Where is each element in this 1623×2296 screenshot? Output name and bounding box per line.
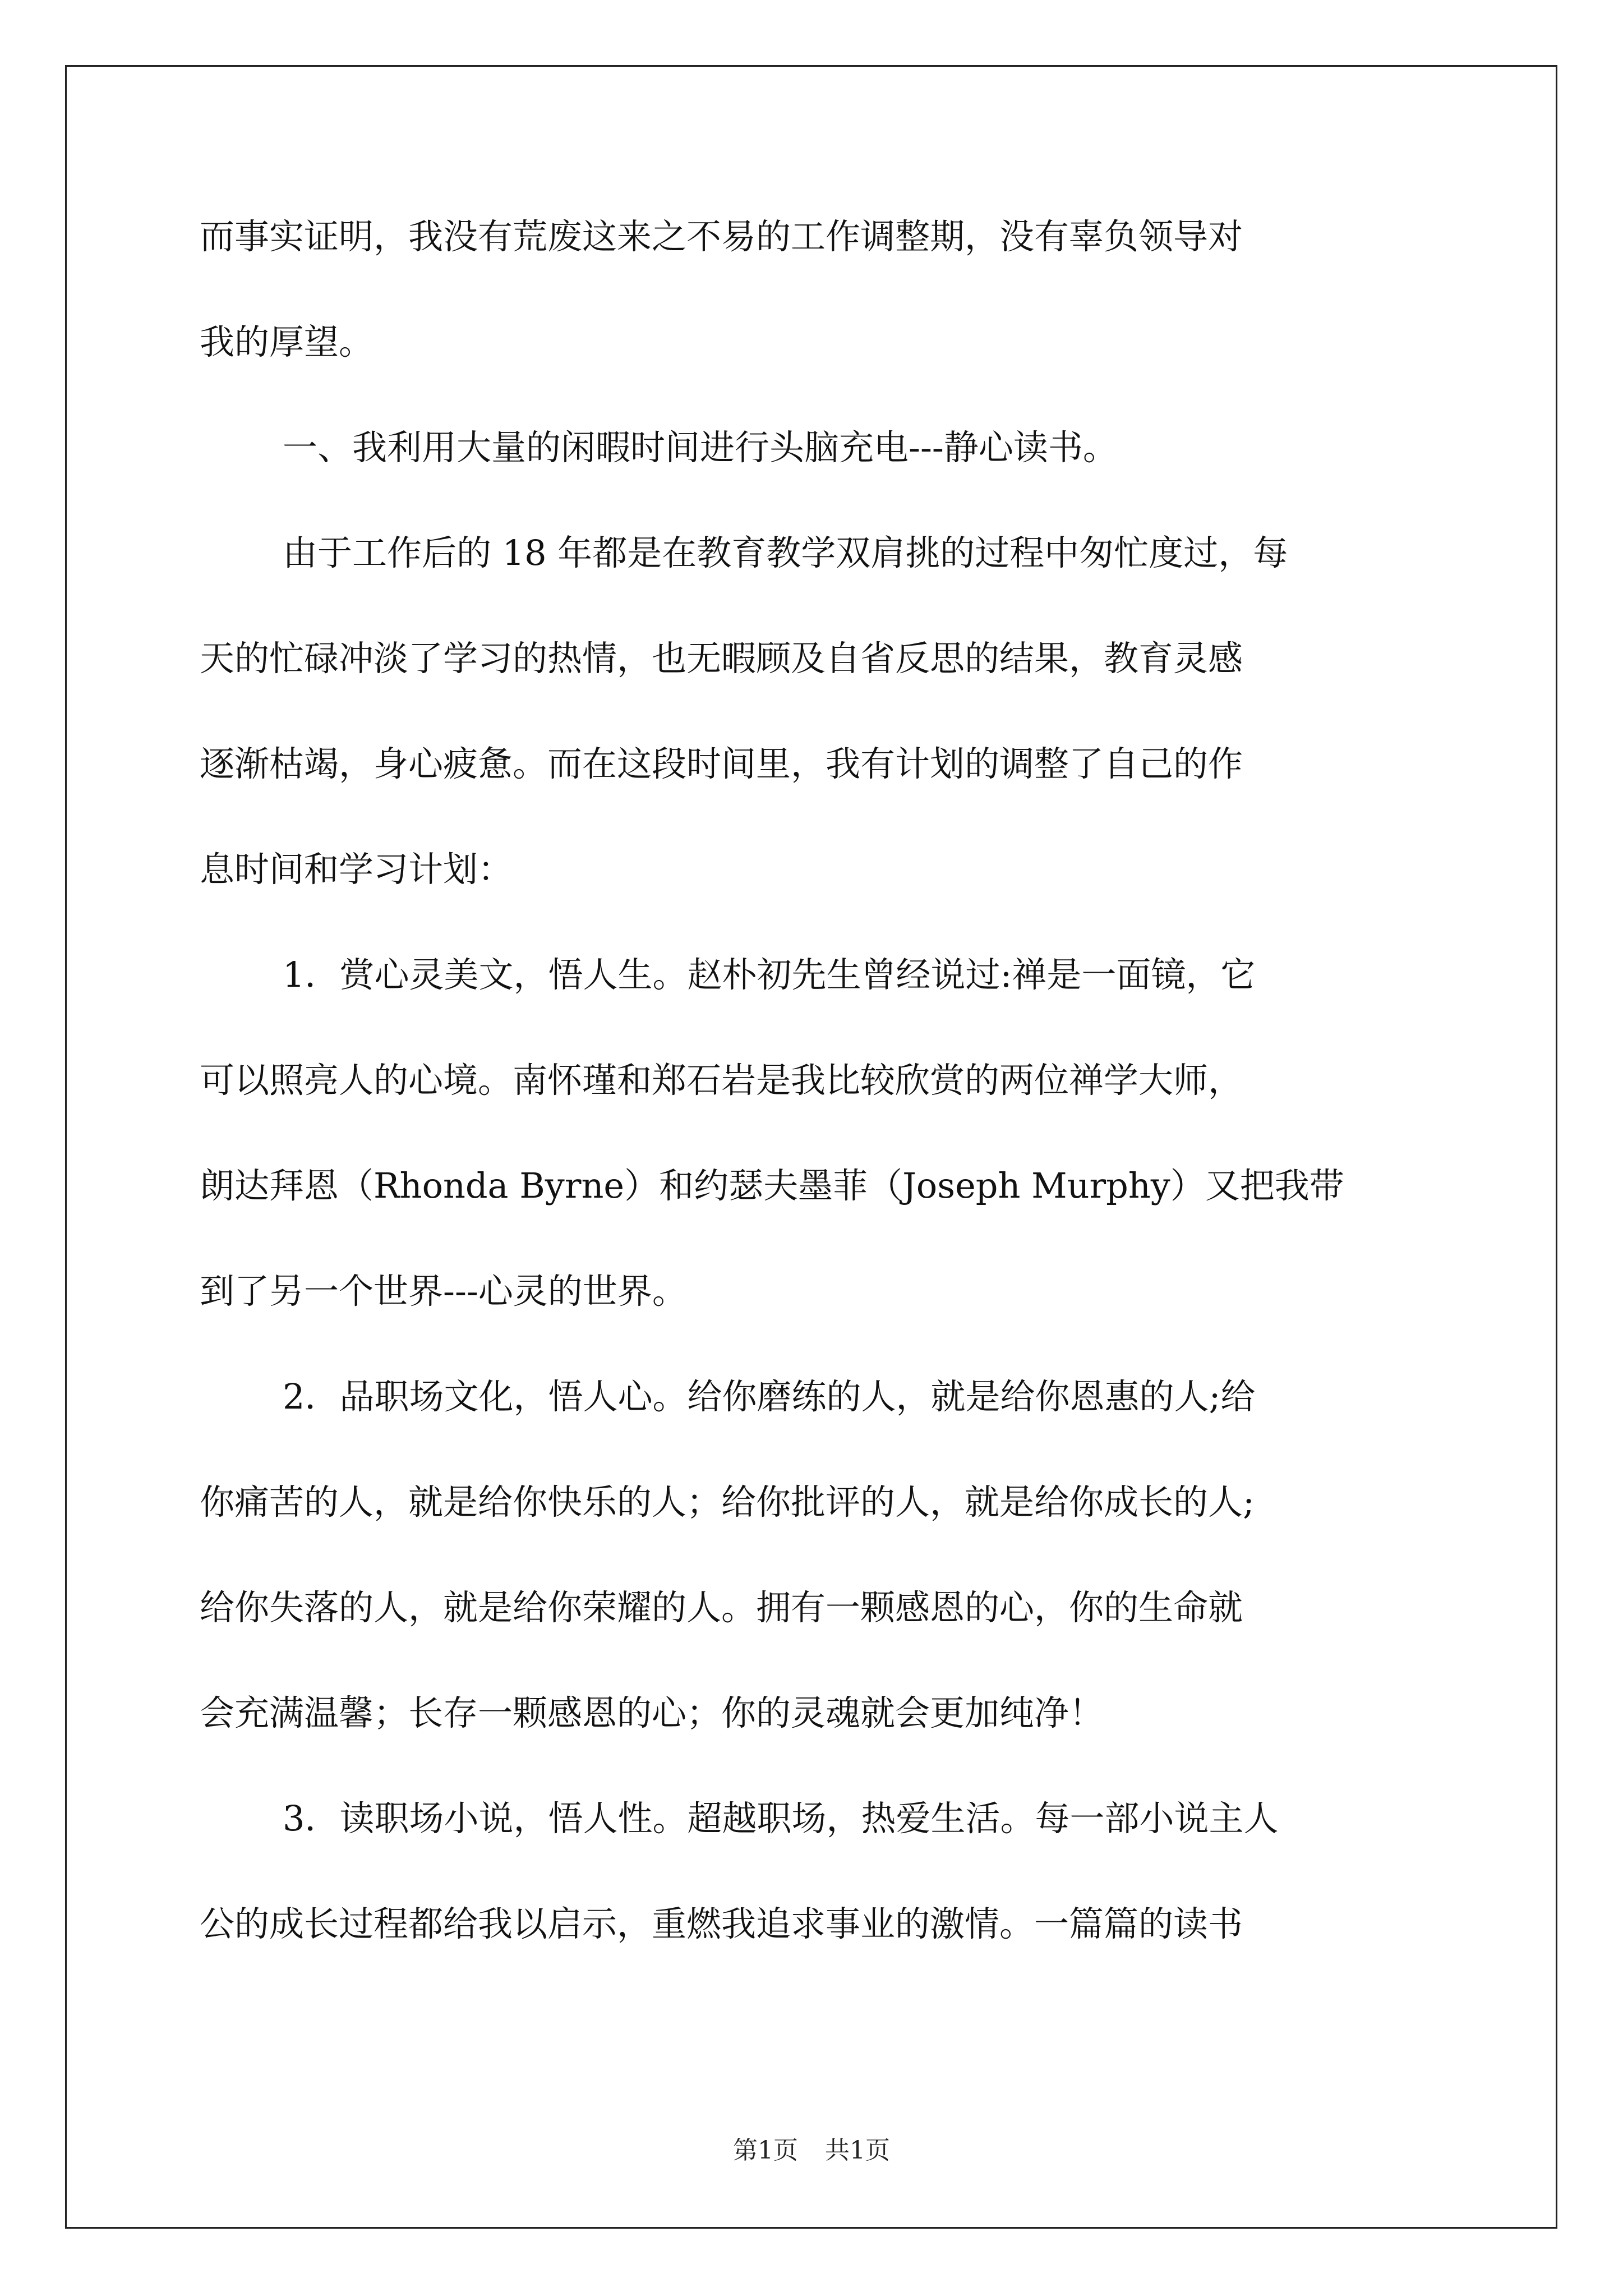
page-footer: [0, 2135, 1623, 2166]
text-line: 1．赏心灵美文，悟人生。赵朴初先生曾经说过:禅是一面镜，它: [283, 954, 1256, 995]
text-line: 息时间和学习计划：: [200, 849, 513, 890]
text-line: 我的厚望。: [200, 321, 374, 362]
text-line: 给你失落的人，就是给你荣耀的人。拥有一颗感恩的心，你的生命就: [200, 1587, 1243, 1628]
text-line: 而事实证明，我没有荒废这来之不易的工作调整期，没有辜负领导对: [200, 216, 1243, 257]
section-heading: 一、我利用大量的闲暇时间进行头脑充电---静心读书。: [283, 427, 1118, 468]
text-line: 公的成长过程都给我以启示，重燃我追求事业的激情。一篇篇的读书: [200, 1903, 1243, 1944]
text-line: 2．品职场文化，悟人心。给你磨练的人，就是给你恩惠的人;给: [283, 1376, 1256, 1417]
text-line: 到了另一个世界---心灵的世界。: [200, 1271, 687, 1312]
text-line: 逐渐枯竭，身心疲惫。而在这段时间里，我有计划的调整了自己的作: [200, 743, 1243, 784]
page-number: 第1页: [733, 2136, 798, 2165]
text-line: 你痛苦的人，就是给你快乐的人；给你批评的人，就是给你成长的人;: [200, 1481, 1255, 1522]
text-line: 会充满温馨；长存一颗感恩的心；你的灵魂就会更加纯净！: [200, 1692, 1104, 1733]
text-line: 3．读职场小说，悟人性。超越职场，热爱生活。每一部小说主人: [283, 1798, 1279, 1839]
text-line: 由于工作后的 18 年都是在教育教学双肩挑的过程中匆忙度过，每: [283, 532, 1288, 573]
page-total: 共1页: [825, 2136, 890, 2165]
text-line: 可以照亮人的心境。南怀瑾和郑石岩是我比较欣赏的两位禅学大师，: [200, 1060, 1243, 1101]
text-line: 朗达拜恩（Rhonda Byrne）和约瑟夫墨菲（Joseph Murphy）又把我带: [200, 1165, 1344, 1206]
text-line: 天的忙碌冲淡了学习的热情，也无暇顾及自省反思的结果，教育灵感: [200, 638, 1243, 679]
